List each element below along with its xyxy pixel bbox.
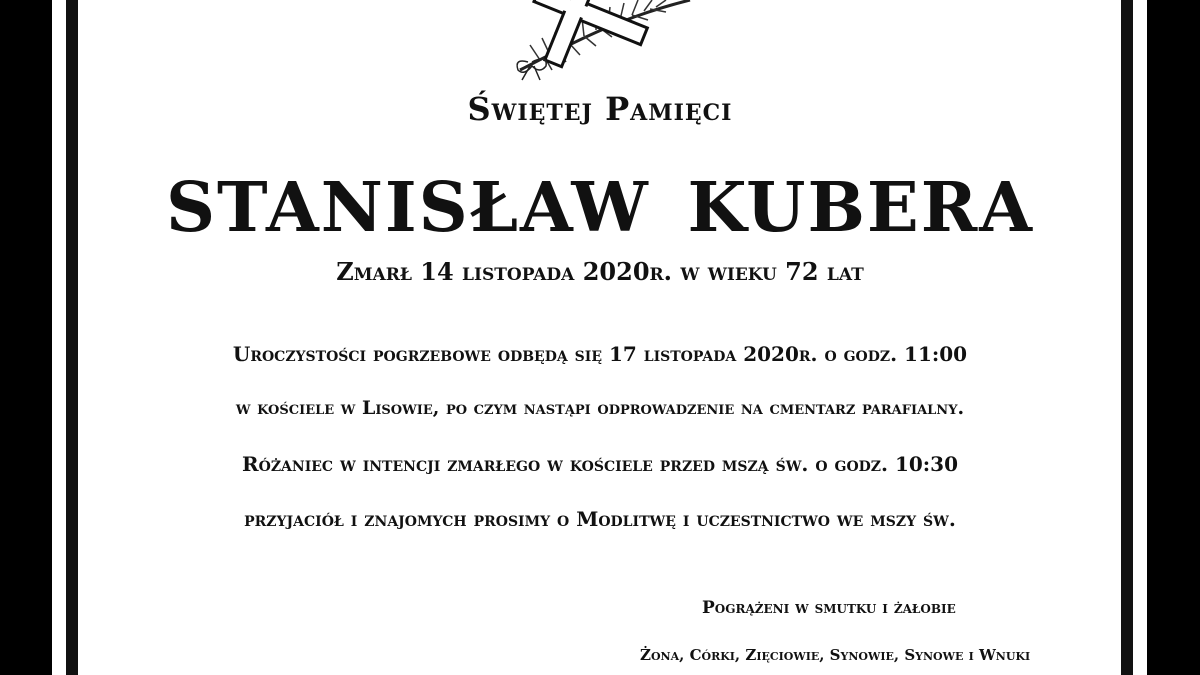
funeral-info-line-1: Uroczystości pogrzebowe odbędą się 17 listopada 2020r. o godz. 11:00 (232, 342, 968, 366)
rosary-info: Różaniec w intencji zmarłego w kościele przed mszą św. o godz. 10:30 (242, 452, 958, 476)
invitation-text: przyjaciół i znajomych prosimy o Modlitwę i uczestnictwo we mszy św. (244, 507, 956, 531)
deceased-name: STANISŁAW KUBERA (165, 168, 1035, 248)
funeral-info-line-2: w kościele w Lisowie, po czym nastąpi odprowadzenie na cmentarz parafialny. (235, 397, 965, 419)
cross-with-palm-icon (500, 0, 700, 85)
memorial-heading: Świętej Pamięci (467, 90, 733, 128)
mourners-list: Żona, Córki, Zięciowie, Synowie, Synowe i Wnuki (640, 646, 1031, 664)
death-info: Zmarł 14 listopada 2020r. w wieku 72 lat (336, 257, 864, 286)
mourners-heading: Pogrążeni w smutku i żałobie (702, 598, 956, 618)
